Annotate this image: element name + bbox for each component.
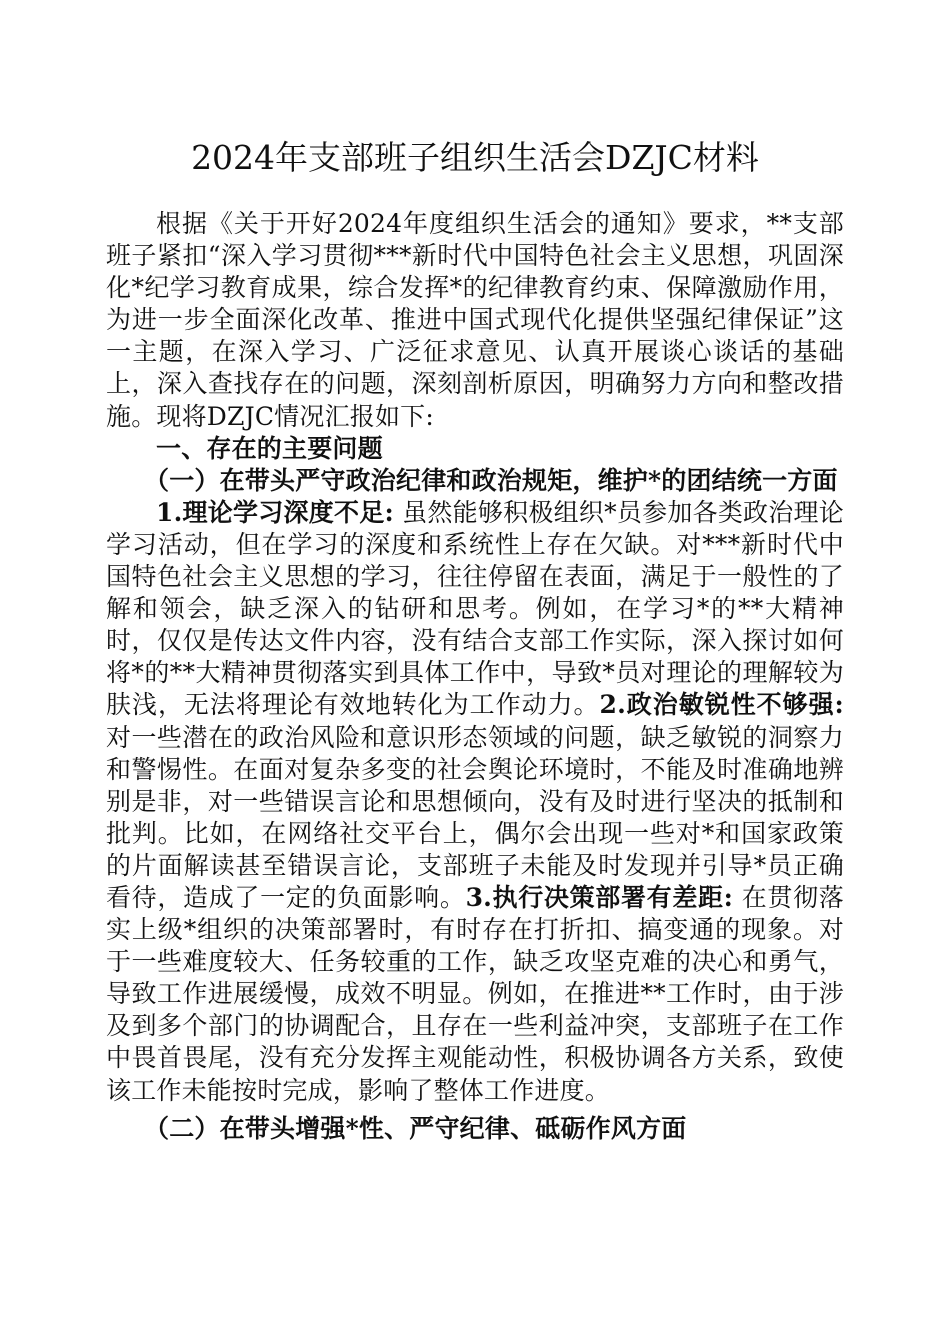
problem-paragraph — [106, 497, 844, 1107]
item-2-text: 对一些潜在的政治风险和意识形态领域的问题，缺乏敏锐的洞察力和警惕性。在面对复杂多变的社会舆论环境时，不能及时准确地辨别是非，对一些错误言论和思想倾向，没有及时进行坚决的抵制和批判。比如，在网络社交平台上，偶尔会出现一些对*和国家政策的片面解读甚至错误言论，支部班子未能及时发现并引导*员正确看待，造成了一定的负面影响。 — [106, 722, 844, 912]
item-2-lead: 2.政治敏锐性不够强: — [599, 690, 844, 720]
document-title: 2024年支部班子组织生活会DZJC材料 — [191, 138, 759, 177]
item-1-text: 虽然能够积极组织*员参加各类政治理论学习活动，但在学习的深度和系统性上存在欠缺。对***新时代中国特色社会主义思想的学习，往往停留在表面，满足于一般性的了解和领会，缺乏深入的钻研和思考。例如，在学习*的**大精神时，仅仅是传达文件内容，没有结合支部工作实际，深入探讨如何将*的**大精神贯彻落实到具体工作中，导致*员对理论的理解较为肤浅，无法将理论有效地转化为工作动力。 — [106, 497, 844, 720]
item-3-text: 在贯彻落实上级*组织的决策部署时，有时存在打折扣、搞变通的现象。对于一些难度较大、任务较重的工作，缺乏攻坚克难的决心和勇气，导致工作进展缓慢，成效不明显。例如，在推进**工作时，由于涉及到多个部门的协调配合，且存在一些利益冲突，支部班子在工作中畏首畏尾，没有充分发挥主观能动性，积极协调各方关系，致使该工作未能按时完成，影响了整体工作进度。 — [106, 882, 845, 1105]
document-body — [106, 208, 844, 1145]
subsection-heading-1: （一）在带头严守政治纪律和政治规矩，维护*的团结统一方面 — [144, 465, 838, 495]
item-1-lead: 1.理论学习深度不足: — [156, 497, 394, 527]
intro-paragraph: 根据《关于开好2024年度组织生活会的通知》要求，**支部班子紧扣“深入学习贯彻***新时代中国特色社会主义思想，巩固深化*纪学习教育成果，综合发挥*的纪律教育约束、保障激励作用，为进一步全面深化改革、推进中国式现代化提供坚强纪律保证”这一主题，在深入学习、广泛征求意见、认真开展谈心谈话的基础上，深入查找存在的问题，深刻剖析原因，明确努力方向和整改措施。现将DZJC情况汇报如下: — [106, 209, 844, 431]
subsection-heading-2: （二）在带头增强*性、严守纪律、砥砺作风方面 — [144, 1113, 687, 1143]
item-3-lead: 3.执行决策部署有差距: — [465, 882, 734, 912]
section-heading: 一、存在的主要问题 — [156, 433, 383, 463]
